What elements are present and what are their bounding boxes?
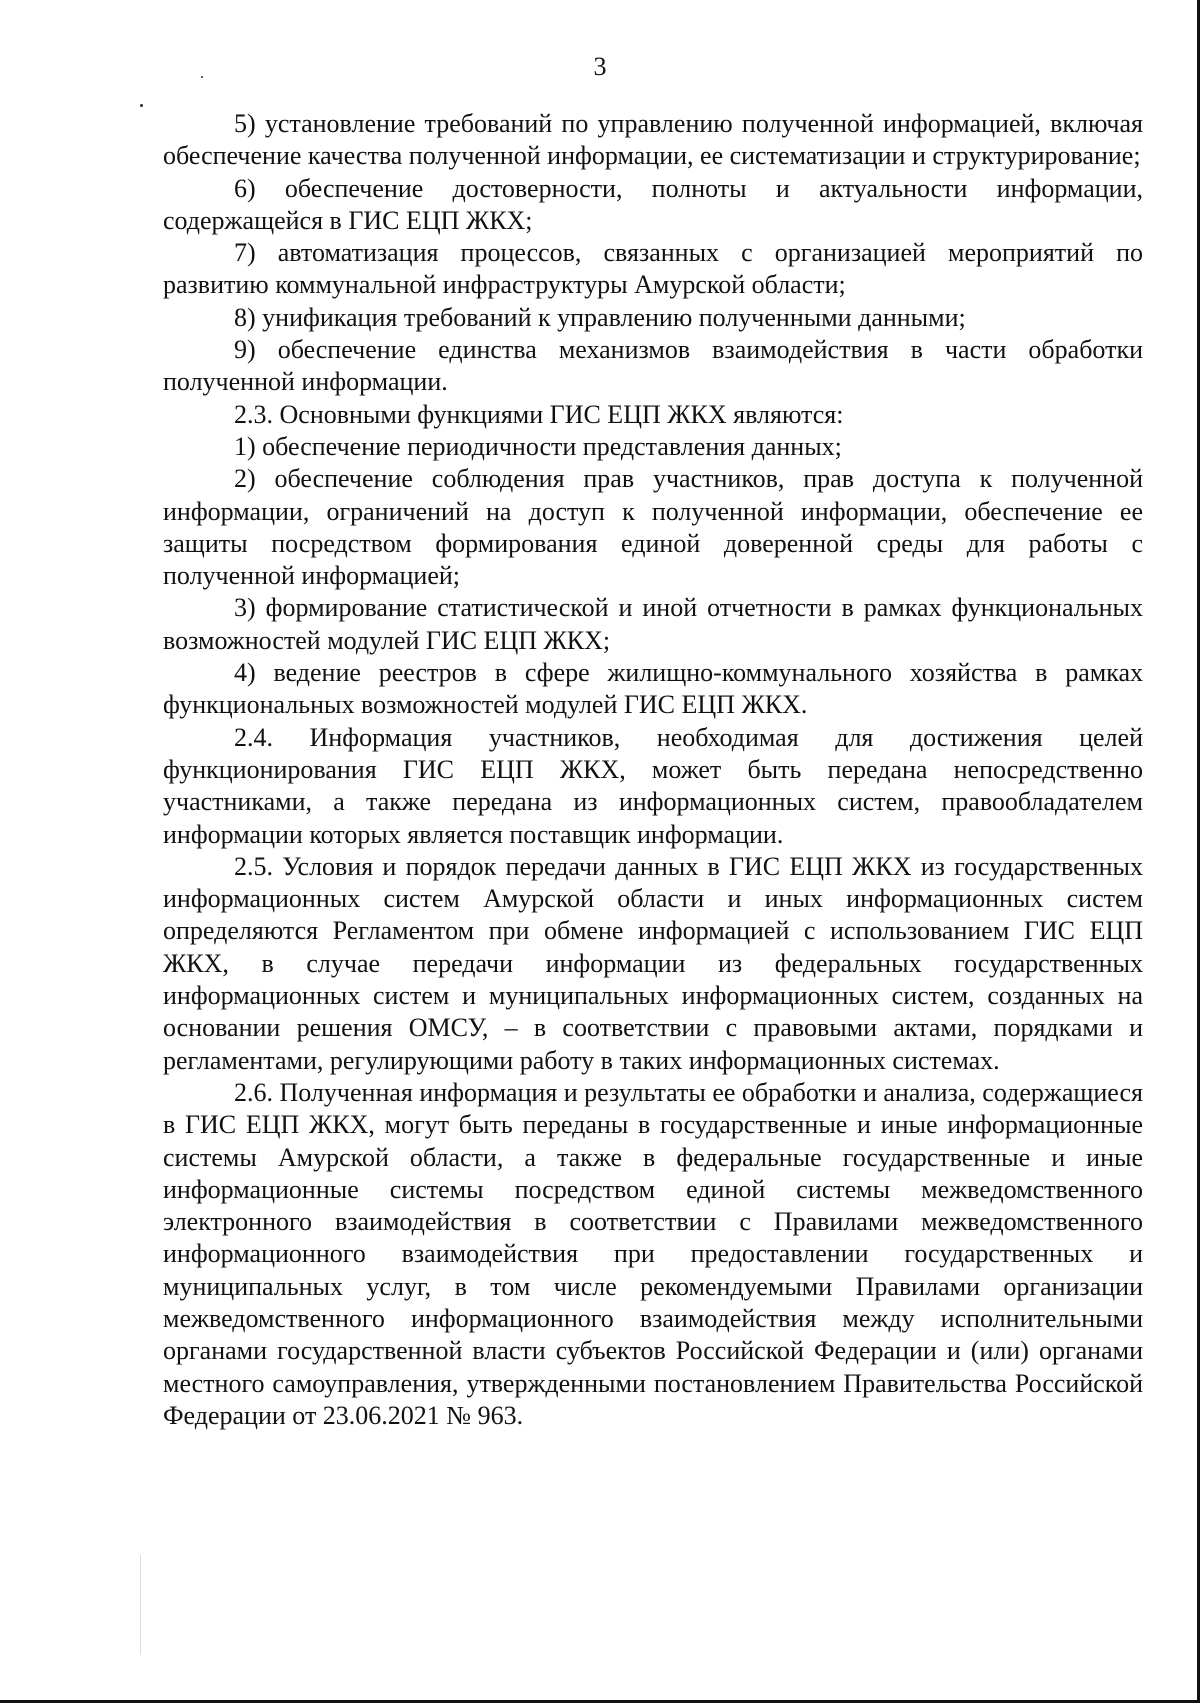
function-item-1: 1) обеспечение периодичности представления данных; [234,431,842,461]
clause-2-6: 2.6. Полученная информация и результаты ее обработки и анализа, содержащиеся в ГИС ЕЦП ЖКХ, могут быть переданы в государственные и иные информационные системы Амурской области, а также в федеральные государственные и иные информационные системы посредством единой системы межведомственного электронного взаимодействия в соответствии с Правилами межведомственного информационного взаимодействия при предоставлении государственных и муниципальных услуг, в том числе рекомендуемыми Правилами организации межведомственного информационного взаимодействия между исполнительными органами государственной власти субъектов Российской Федерации и (или) органами местного самоуправления, утвержденными постановлением Правительства Российской Федерации от 23.06.2021 № 963. [163,1077,1143,1430]
page-number: 3 [593,52,607,81]
document-body [163,108,1143,1432]
list-item-9: 9) обеспечение единства механизмов взаимодействия в части обработки полученной информации. [163,335,1143,397]
function-item-2: 2) обеспечение соблюдения прав участников, прав доступа к полученной информации, ограничений на доступ к полученной информации, обеспечение ее защиты посредством формирования единой доверенной среды для работы с полученной информацией; [163,464,1143,591]
clause-2-5: 2.5. Условия и порядок передачи данных в ГИС ЕЦП ЖКХ из государственных информационных систем Амурской области и иных информационных систем определяются Регламентом при обмене информацией с использованием ГИС ЕЦП ЖКХ, в случае передачи информации из федеральных государственных информационных систем и муниципальных информационных систем, созданных на основании решения ОМСУ, – в соответствии с правовыми актами, порядками и регламентами, регулирующими работу в таких информационных системах. [163,851,1143,1075]
scan-speck [140,104,143,107]
scan-speck [201,76,203,78]
function-item-4: 4) ведение реестров в сфере жилищно-коммунального хозяйства в рамках функциональных возможностей модулей ГИС ЕЦП ЖКХ. [163,658,1143,720]
function-item-3: 3) формирование статистической и иной отчетности в рамках функциональных возможностей модулей ГИС ЕЦП ЖКХ; [163,593,1143,655]
clause-2-4: 2.4. Информация участников, необходимая для достижения целей функционирования ГИС ЕЦП ЖКХ, может быть передана непосредственно участниками, а также передана из информационных систем, правообладателем информации которых является поставщик информации. [163,722,1143,849]
list-item-5: 5) установление требований по управлению полученной информацией, включая обеспечение качества полученной информации, ее систематизации и структурирование; [163,109,1143,171]
scan-margin-mark [140,1555,141,1655]
list-item-6: 6) обеспечение достоверности, полноты и актуальности информации, содержащейся в ГИС ЕЦП ЖКХ; [163,173,1143,235]
list-item-7: 7) автоматизация процессов, связанных с организацией мероприятий по развитию коммунальной инфраструктуры Амурской области; [163,238,1143,300]
list-item-8: 8) унификация требований к управлению полученными данными; [234,302,966,332]
clause-2-3: 2.3. Основными функциями ГИС ЕЦП ЖКХ являются: [234,399,844,429]
